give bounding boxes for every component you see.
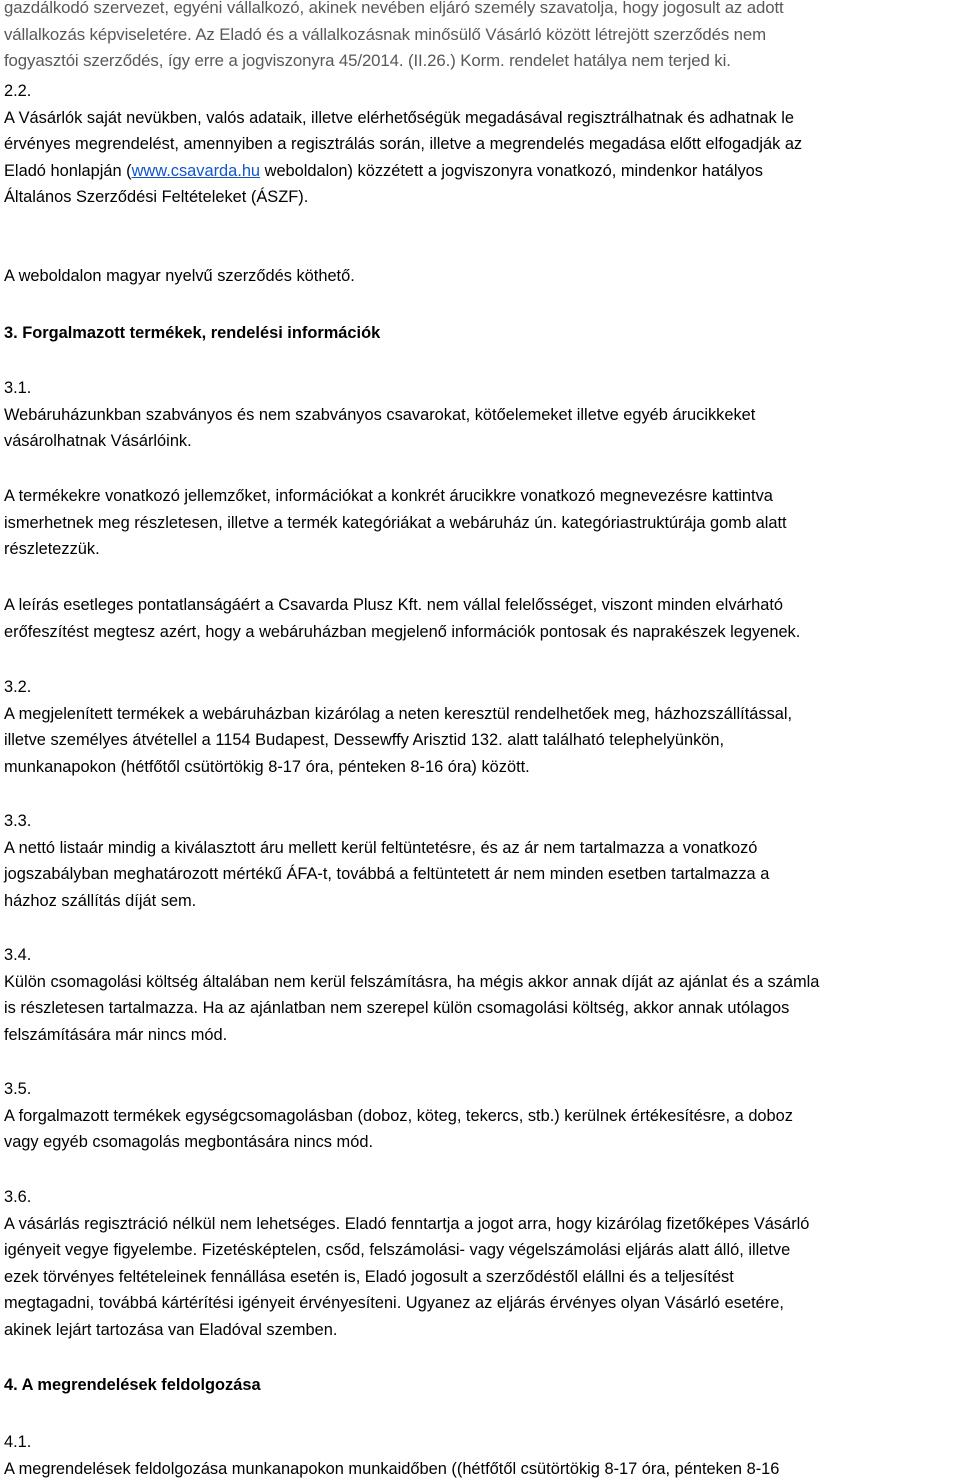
text-line: Külön csomagolási költség általában nem kerül felszámításra, ha mégis akkor annak díját az ajánlat és a számla	[4, 969, 956, 996]
section-4-1	[4, 1429, 956, 1482]
text-line: A Vásárlók saját nevükben, valós adataik, illetve elérhetőségük megadásával regisztrálhatnak és adhatnak le	[4, 105, 956, 132]
section-number: 3.5.	[4, 1076, 956, 1103]
text-line: illetve személyes átvétellel a 1154 Budapest, Dessewffy Arisztid 132. alatt található telephelyünkön,	[4, 727, 956, 754]
text-line: érvényes megrendelést, amennyiben a regisztrálás során, illetve a megrendelés megadása előtt elfogadják az	[4, 131, 956, 158]
section-number: 3.4.	[4, 942, 956, 969]
text-line: A megrendelések feldolgozása munkanapokon munkaidőben ((hétfőtől csütörtökig 8-17 óra, pénteken 8-16	[4, 1456, 956, 1482]
text-line: is részletesen tartalmazza. Ha az ajánlatban nem szerepel külön csomagolási költség, akkor annak utólagos	[4, 995, 956, 1022]
text-line: Általános Szerződési Feltételeket (ÁSZF).	[4, 184, 956, 211]
text-line: megtagadni, továbbá kártérítési igényeit érvényesíteni. Ugyanez az eljárás érvényes olyan Vásárló esetére,	[4, 1290, 956, 1317]
text-line: A termékekre vonatkozó jellemzőket, információkat a konkrét árucikkre vonatkozó megnevezésre kattintva	[4, 483, 956, 510]
text-line: A weboldalon magyar nyelvű szerződés köthető.	[4, 263, 956, 290]
section-number: 3.6.	[4, 1184, 956, 1211]
text-line: fogyasztói szerződés, így erre a jogviszonyra 45/2014. (II.26.) Korm. rendelet hatálya nem terjed ki.	[4, 48, 956, 75]
section-3-3	[4, 808, 956, 914]
heading-text: 4. A megrendelések feldolgozása	[4, 1372, 956, 1399]
text-line: A leírás esetleges pontatlanságáért a Csavarda Plusz Kft. nem vállal felelősséget, viszont minden elvárható	[4, 592, 956, 619]
section-2-2	[4, 78, 956, 211]
text-line: A vásárlás regisztráció nélkül nem lehetséges. Eladó fenntartja a jogot arra, hogy kizárólag fizetőképes Vásárló	[4, 1211, 956, 1238]
text-line: ezek törvényes feltételeinek fennállása esetén is, Eladó jogosult a szerződéstől elállni és a teljesítést	[4, 1264, 956, 1291]
section-3-1	[4, 375, 956, 455]
section-number: 3.2.	[4, 674, 956, 701]
text-line: részletezzük.	[4, 536, 956, 563]
text-line: vagy egyéb csomagolás megbontására nincs mód.	[4, 1129, 956, 1156]
text-line: Webáruházunkban szabványos és nem szabványos csavarokat, kötőelemeket illetve egyéb árucikkeket	[4, 402, 956, 429]
text-fragment: Eladó honlapján (	[4, 162, 132, 180]
text-line: A nettó listaár mindig a kiválasztott áru mellett kerül feltüntetésre, és az ár nem tartalmazza a vonatkozó	[4, 835, 956, 862]
text-line: házhoz szállítás díját sem.	[4, 888, 956, 915]
heading-text: 3. Forgalmazott termékek, rendelési információk	[4, 320, 956, 347]
text-line: vásárolhatnak Vásárlóink.	[4, 428, 956, 455]
section-3-heading	[4, 320, 956, 347]
section-number: 3.1.	[4, 375, 956, 402]
text-line: jogszabályban meghatározott mértékű ÁFA-t, továbbá a feltüntetett ár nem minden esetben tartalmazza a	[4, 861, 956, 888]
intro-paragraph	[4, 0, 956, 75]
text-line: gazdálkodó szervezet, egyéni vállalkozó, akinek nevében eljáró személy szavatolja, hogy jogosult az adott	[4, 0, 956, 22]
text-line: akinek lejárt tartozása van Eladóval szemben.	[4, 1317, 956, 1344]
website-link[interactable]: www.csavarda.hu	[132, 162, 260, 180]
text-line: igényeit vegye figyelembe. Fizetésképtelen, csőd, felszámolási- vagy végelszámolási eljárás alatt álló, illetve	[4, 1237, 956, 1264]
text-line	[4, 158, 956, 185]
section-number: 3.3.	[4, 808, 956, 835]
section-3-1-paragraph-2	[4, 483, 956, 563]
section-number: 4.1.	[4, 1429, 956, 1456]
section-3-1-paragraph-3	[4, 592, 956, 645]
text-fragment: weboldalon) közzétett a jogviszonyra vonatkozó, mindenkor hatályos	[260, 162, 763, 180]
section-3-6	[4, 1184, 956, 1343]
text-line: vállalkozás képviseletére. Az Eladó és a vállalkozásnak minősülő Vásárló között létrejött szerződés nem	[4, 22, 956, 49]
section-3-5	[4, 1076, 956, 1156]
section-3-2	[4, 674, 956, 780]
section-3-4	[4, 942, 956, 1048]
section-4-heading	[4, 1372, 956, 1399]
text-line: erőfeszítést megtesz azért, hogy a webáruházban megjelenő információk pontosak és naprakészek legyenek.	[4, 619, 956, 646]
text-line: munkanapokon (hétfőtől csütörtökig 8-17 óra, pénteken 8-16 óra) között.	[4, 754, 956, 781]
section-number: 2.2.	[4, 78, 956, 105]
text-line: A megjelenített termékek a webáruházban kizárólag a neten keresztül rendelhetőek meg, házhozszállítással,	[4, 701, 956, 728]
text-line: A forgalmazott termékek egységcsomagolásban (doboz, köteg, tekercs, stb.) kerülnek értékesítésre, a doboz	[4, 1103, 956, 1130]
language-note	[4, 263, 956, 290]
text-line: ismerhetnek meg részletesen, illetve a termék kategóriákat a webáruház ún. kategóriastruktúrája gomb alatt	[4, 510, 956, 537]
text-line: felszámítására már nincs mód.	[4, 1022, 956, 1049]
